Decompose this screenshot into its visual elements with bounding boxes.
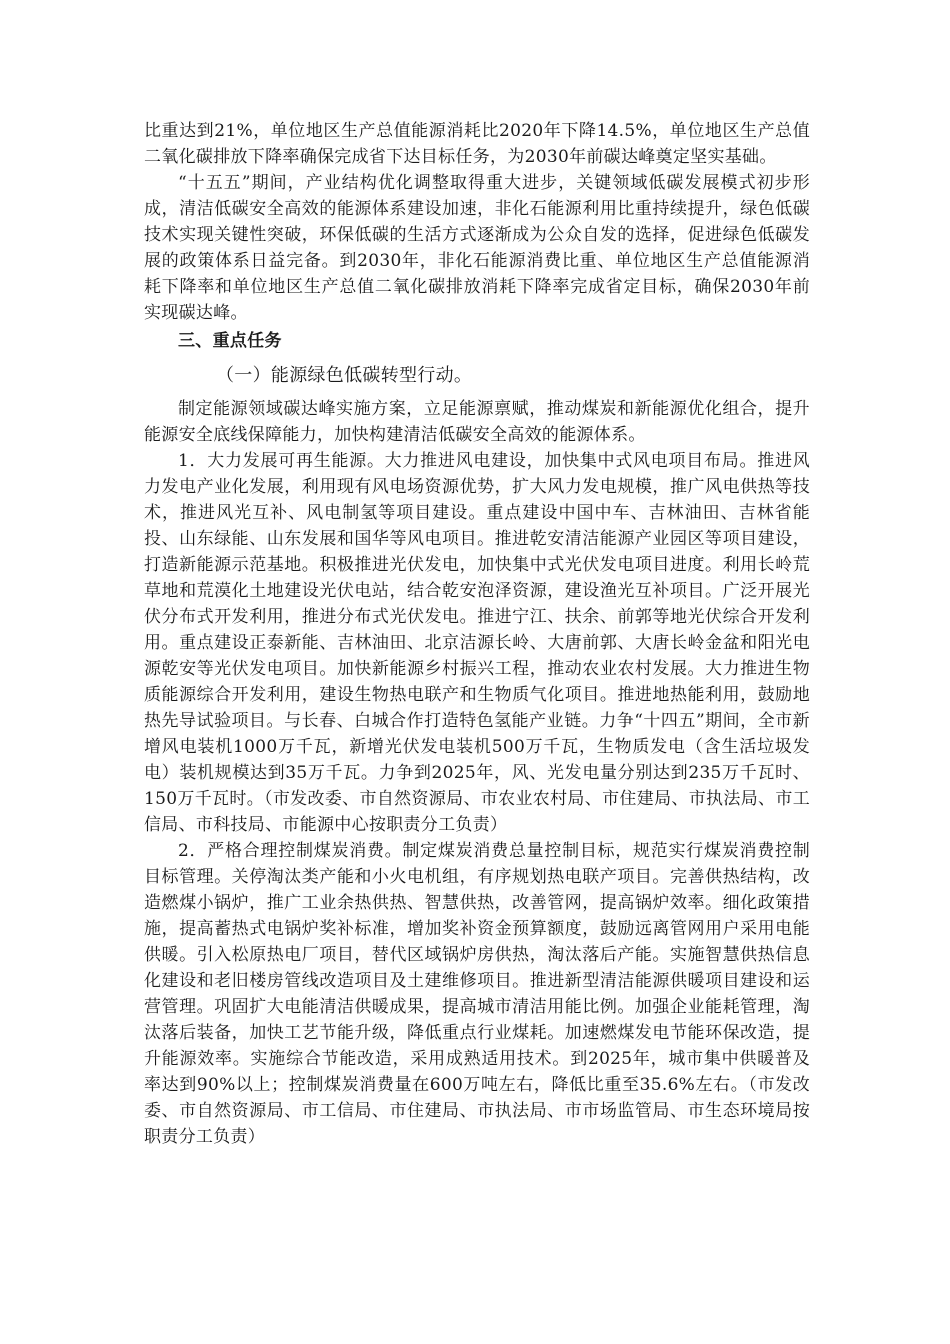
paragraph-coal-control: 2．严格合理控制煤炭消费。制定煤炭消费总量控制目标，规范实行煤炭消费控制目标管理。关停淘汰类产能和小火电机组，有序规划热电联产项目。完善供热结构，改造燃煤小锅炉，推广工业余热供热、智慧供热，改善管网，提高锅炉效率。细化政策措施，提高蓄热式电锅炉奖补标准，增加奖补资金预算额度，鼓励远离管网用户采用电能供暖。引入松原热电厂项目，替代区域锅炉房供热，淘汰落后产能。实施智慧供热信息化建设和老旧楼房管线改造项目及土建维修项目。推进新型清洁能源供暖项目建设和运营管理。巩固扩大电能清洁供暖成果，提高城市清洁用能比例。加强企业能耗管理，淘汰落后装备，加快工艺节能升级，降低重点行业煤耗。加速燃煤发电节能环保改造，提升能源效率。实施综合节能改造，采用成熟适用技术。到2025年，城市集中供暖普及率达到90%以上；控制煤炭消费量在600万吨左右，降低比重至35.6%左右。（市发改委、市自然资源局、市工信局、市住建局、市执法局、市市场监管局、市生态环境局按职责分工负责） bbox=[144, 841, 810, 1147]
paragraph-fifteenth-five-year-plan: “十五五”期间，产业结构优化调整取得重大进步，关键领域低碳发展模式初步形成，清洁低碳安全高效的能源体系建设加速，非化石能源利用比重持续提升，绿色低碳技术实现关键性突破，环保低碳的生活方式逐渐成为公众自发的选择，促进绿色低碳发展的政策体系日益完备。到2030年，非化石能源消费比重、单位地区生产总值能源消耗下降率和单位地区生产总值二氧化碳排放消耗下降率完成省定目标，确保2030年前实现碳达峰。 bbox=[144, 173, 810, 323]
section-heading-key-tasks: 三、重点任务 bbox=[178, 331, 282, 351]
paragraph-continuation: 比重达到21%，单位地区生产总值能源消耗比2020年下降14.5%，单位地区生产总值二氧化碳排放下降率确保完成省下达目标任务，为2030年前碳达峰奠定坚实基础。 bbox=[144, 121, 810, 167]
subsection-heading-energy-transition: （一）能源绿色低碳转型行动。 bbox=[216, 365, 473, 386]
paragraph-renewable-energy: 1．大力发展可再生能源。大力推进风电建设，加快集中式风电项目布局。推进风力发电产业化发展，利用现有风电场资源优势，扩大风力发电规模，推广风电供热等技术，推进风光互补、风电制氢等项目建设。重点建设中国中车、吉林油田、吉林省能投、山东绿能、山东发展和国华等风电项目。推进乾安清洁能源产业园区等项目建设，打造新能源示范基地。积极推进光伏发电，加快集中式光伏发电项目进度。利用长岭荒草地和荒漠化土地建设光伏电站，结合乾安泡泽资源，建设渔光互补项目。广泛开展光伏分布式开发利用，推进分布式光伏发电。推进宁江、扶余、前郭等地光伏综合开发利用。重点建设正泰新能、吉林油田、北京洁源长岭、大唐前郭、大唐长岭金盆和阳光电源乾安等光伏发电项目。加快新能源乡村振兴工程，推动农业农村发展。大力推进生物质能源综合开发利用，建设生物热电联产和生物质气化项目。推进地热能利用，鼓励地热先导试验项目。与长春、白城合作打造特色氢能产业链。力争“十四五”期间，全市新增风电装机1000万千瓦，新增光伏发电装机500万千瓦，生物质发电（含生活垃圾发电）装机规模达到35万千瓦。力争到2025年，风、光发电量分别达到235万千瓦时、150万千瓦时。（市发改委、市自然资源局、市农业农村局、市住建局、市执法局、市工信局、市科技局、市能源中心按职责分工负责） bbox=[144, 451, 810, 835]
document-body bbox=[144, 118, 810, 1150]
paragraph-energy-intro: 制定能源领域碳达峰实施方案，立足能源禀赋，推动煤炭和新能源优化组合，提升能源安全底线保障能力，加快构建清洁低碳安全高效的能源体系。 bbox=[144, 399, 810, 445]
